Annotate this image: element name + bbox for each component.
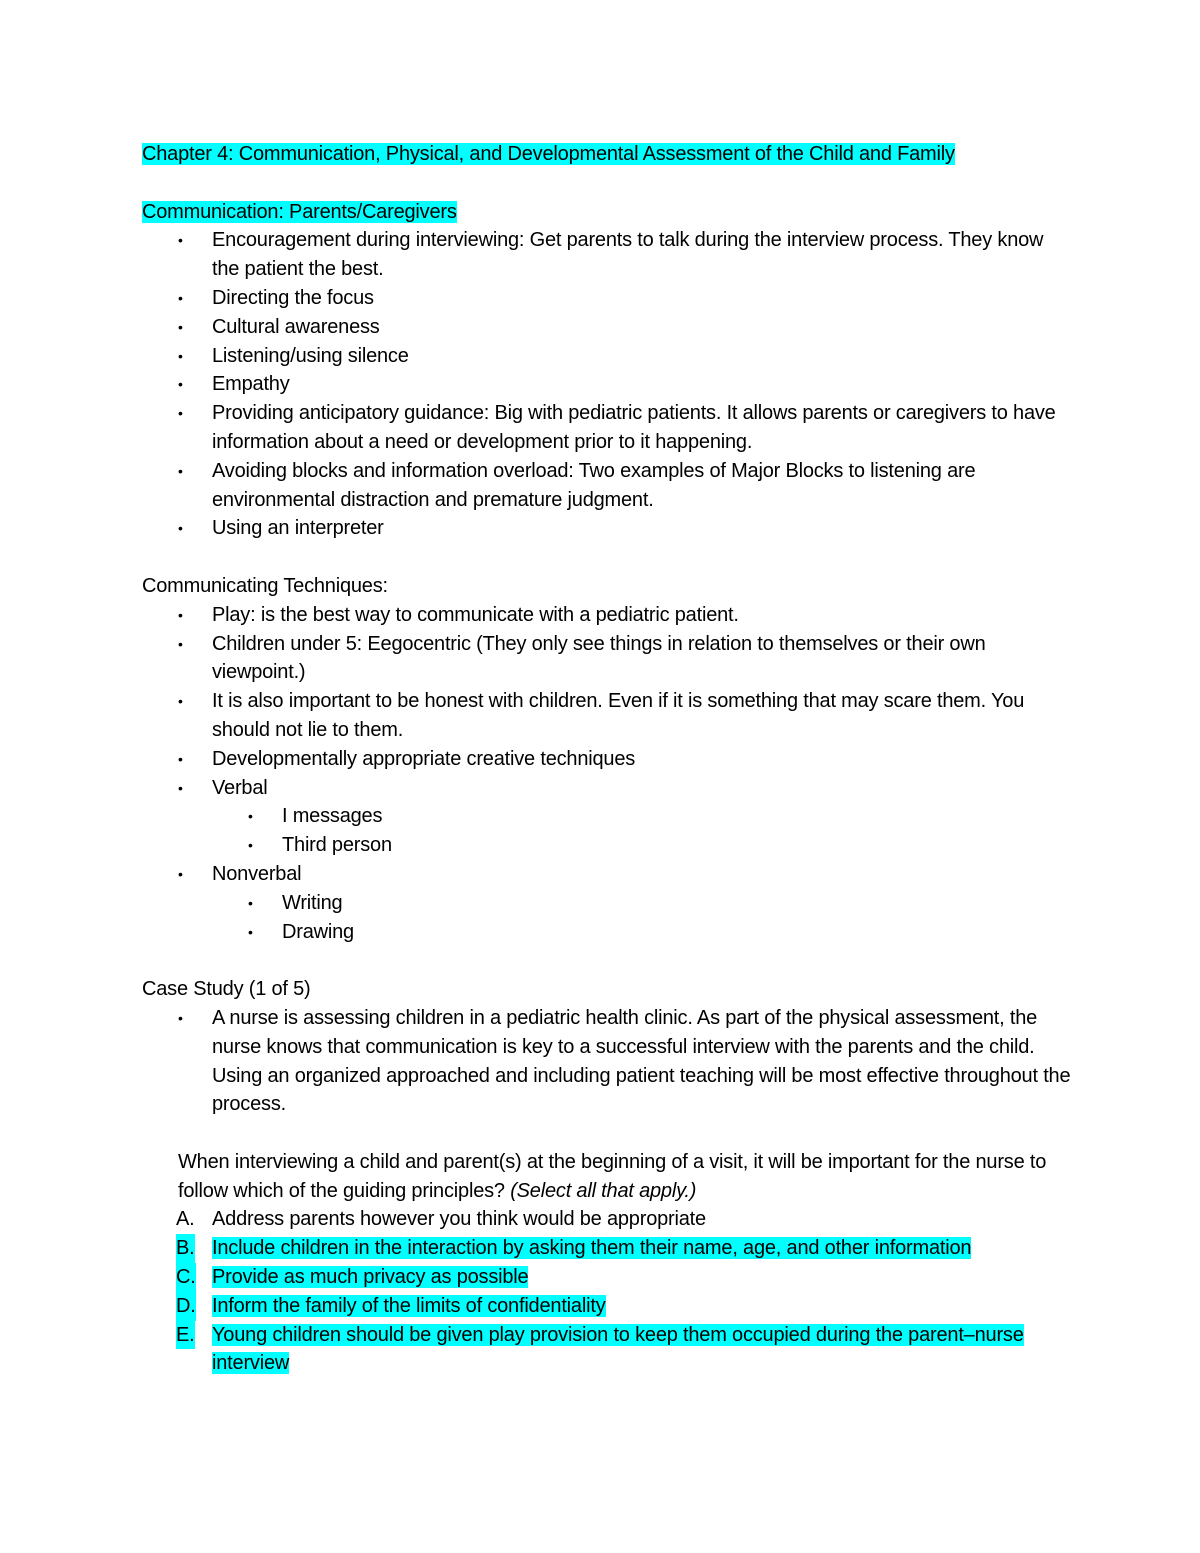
case-study-heading: Case Study (1 of 5) — [142, 978, 311, 1001]
list-item-text: Play: is the best way to communicate with a pediatric patient. — [212, 603, 739, 626]
bullet-icon: • — [178, 606, 183, 623]
techniques-heading: Communicating Techniques: — [142, 574, 388, 597]
list-item — [142, 342, 1072, 371]
sub-list-item — [212, 831, 1072, 860]
bullet-icon: • — [178, 865, 183, 882]
list-item-text: Using an interpreter — [212, 517, 384, 540]
list-item — [142, 601, 1072, 630]
bullet-icon: • — [178, 520, 183, 537]
bullet-icon: • — [178, 347, 183, 364]
bullet-icon: • — [178, 289, 183, 306]
list-item-text: Encouragement during interviewing: Get parents to talk during the interview process. They know the patient the best. — [212, 229, 1044, 281]
sub-list-item — [212, 918, 1072, 947]
question-text: When interviewing a child and parent(s) at the beginning of a visit, it will be important for the nurse to follow which of the guiding principles? — [178, 1150, 1047, 1202]
list-item — [142, 284, 1072, 313]
list-item-text: Providing anticipatory guidance: Big with pediatric patients. It allows parents or caregivers to have information about a need or development prior to it happening. — [212, 402, 1056, 453]
list-item — [142, 226, 1072, 284]
answer-option-b — [142, 1234, 1072, 1263]
bullet-icon: • — [178, 405, 183, 422]
sub-list-item-text: Writing — [282, 891, 343, 914]
spacer — [142, 946, 1072, 975]
list-item-text: Verbal — [212, 776, 268, 799]
list-item — [142, 457, 1072, 515]
option-letter: B. — [176, 1234, 195, 1263]
question-stem — [142, 1148, 1072, 1206]
bullet-icon: • — [178, 318, 183, 335]
bullet-icon: • — [178, 376, 183, 393]
sub-list-item-text: Third person — [282, 834, 392, 857]
option-text: Address parents however you think would be appropriate — [212, 1208, 706, 1231]
option-letter: D. — [176, 1292, 196, 1321]
option-text: Include children in the interaction by asking them their name, age, and other information — [212, 1237, 972, 1260]
list-item — [142, 774, 1072, 860]
option-letter: A. — [176, 1208, 195, 1231]
bullet-icon: • — [178, 232, 183, 249]
list-item-text: Nonverbal — [212, 862, 302, 885]
bullet-icon: • — [178, 462, 183, 479]
option-text: Provide as much privacy as possible — [212, 1266, 529, 1289]
spacer — [142, 169, 1072, 198]
bullet-icon: • — [248, 837, 253, 854]
list-item-text: It is also important to be honest with children. Even if it is something that may scare them. You should not lie to them. — [212, 690, 1025, 741]
list-item-text: Children under 5: Eegocentric (They only see things in relation to themselves or their own viewpoint.) — [212, 632, 986, 684]
answer-options — [142, 1205, 1072, 1378]
case-scenario-text: A nurse is assessing children in a pediatric health clinic. As part of the physical assessment, the nurse knows that communication is key to a successful interview with the parents and the child. Using an organized approached and including patient teaching will be most effective throughout the process. — [212, 1006, 1071, 1116]
list-item — [142, 399, 1072, 457]
bullet-icon: • — [248, 894, 253, 911]
document-content — [142, 140, 1072, 1378]
bullet-icon: • — [178, 635, 183, 652]
option-letter: E. — [176, 1321, 195, 1350]
answer-option-d — [142, 1292, 1072, 1321]
spacer — [142, 543, 1072, 572]
list-item — [142, 745, 1072, 774]
sub-list-item — [212, 802, 1072, 831]
list-item — [142, 630, 1072, 688]
nonverbal-sublist — [212, 889, 1072, 947]
techniques-list — [142, 601, 1072, 947]
answer-option-a — [142, 1205, 1072, 1234]
chapter-title-text: Chapter 4: Communication, Physical, and Developmental Assessment of the Child and Family — [142, 143, 955, 165]
option-letter: C. — [176, 1263, 196, 1292]
bullet-icon: • — [178, 693, 183, 710]
list-item — [142, 514, 1072, 543]
sub-list-item-text: Drawing — [282, 920, 354, 943]
parents-list — [142, 226, 1072, 543]
list-item-text: Cultural awareness — [212, 315, 380, 338]
list-item — [142, 1004, 1072, 1119]
bullet-icon: • — [248, 923, 253, 940]
option-text: Young children should be given play provision to keep them occupied during the parent–nurse interview — [212, 1323, 1024, 1375]
list-item — [142, 687, 1072, 745]
answer-option-e — [142, 1321, 1072, 1379]
list-item — [142, 860, 1072, 946]
question-note: (Select all that apply.) — [510, 1179, 697, 1202]
list-item — [142, 313, 1072, 342]
bullet-icon: • — [248, 808, 253, 825]
list-item-text: Avoiding blocks and information overload: Two examples of Major Blocks to listening are environmental distraction and premature judgment. — [212, 459, 976, 511]
list-item-text: Empathy — [212, 373, 290, 396]
list-item — [142, 370, 1072, 399]
sub-list-item-text: I messages — [282, 805, 383, 828]
spacer — [142, 1119, 1072, 1148]
chapter-title — [142, 140, 1072, 169]
bullet-icon: • — [178, 779, 183, 796]
option-text: Inform the family of the limits of confidentiality — [212, 1294, 606, 1317]
case-study-list — [142, 1004, 1072, 1119]
list-item-text: Directing the focus — [212, 286, 374, 309]
list-item-text: Developmentally appropriate creative techniques — [212, 747, 636, 770]
parents-heading-text: Communication: Parents/Caregivers — [142, 200, 457, 223]
answer-option-c — [142, 1263, 1072, 1292]
verbal-sublist — [212, 802, 1072, 860]
sub-list-item — [212, 889, 1072, 918]
parents-heading — [142, 198, 1072, 227]
bullet-icon: • — [178, 750, 183, 767]
list-item-text: Listening/using silence — [212, 344, 409, 367]
bullet-icon: • — [178, 1009, 183, 1026]
